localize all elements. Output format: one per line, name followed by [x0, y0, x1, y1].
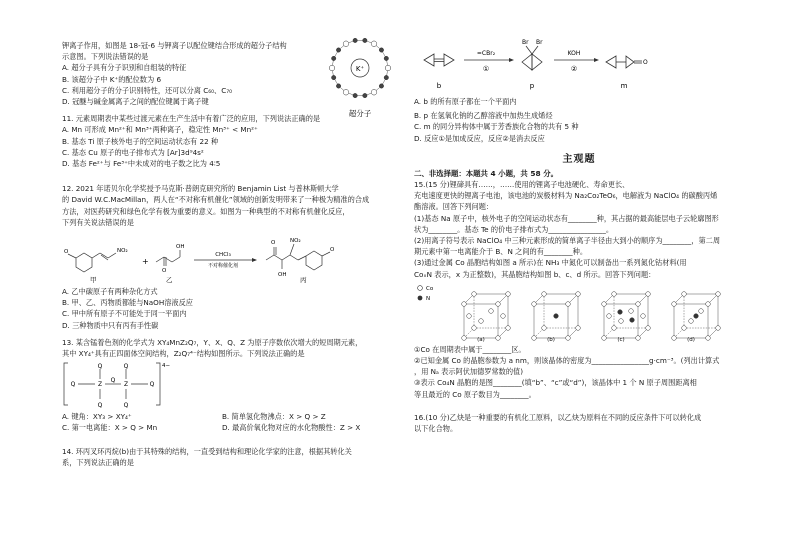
q10-stem-line: 示意图。下列说法错误的是 [62, 52, 149, 62]
oxygen-atom [385, 65, 391, 71]
q11-option: D. 基态 Fe²⁺与 Fe³⁺中未成对的电子数之比为 4∶5 [62, 159, 221, 169]
q11-option: B. 基态 Ti 原子核外电子的空间运动状态有 22 种 [62, 136, 219, 146]
legend-n-label: N [426, 295, 431, 302]
carbon-atom [331, 75, 335, 79]
reagent2-label: KOH [567, 50, 581, 57]
q15-line: 酯溶液。回答下列问题： [414, 202, 494, 212]
q13-option: B. 简单氢化物沸点：X > Q > Z [222, 412, 326, 422]
figure-caption: 超分子 [348, 109, 372, 118]
co-atom [641, 314, 646, 319]
z-atom: Z [97, 381, 103, 389]
n-atom [618, 310, 623, 315]
methoxy-o-label: O [64, 249, 69, 256]
co-atom [566, 336, 571, 341]
q13-option: D. 最高价氧化物对应的水化物酸性：Z > X [222, 423, 361, 433]
q13-option: C. 第一电离能：X > Q > Mn [62, 423, 158, 433]
q13-block [62, 337, 397, 434]
co-atom [506, 292, 511, 297]
supramolecule-figure [322, 28, 398, 120]
q15-subq: 等且最近的 Co 原子数目为________。 [414, 389, 536, 399]
unit-cell-figures [414, 280, 744, 344]
q15-subq: ，用 Nₐ 表示阿伏加德罗常数的值) [414, 367, 524, 377]
section-header: 主观题 [562, 153, 596, 165]
carbon-atom [331, 56, 335, 60]
product-methoxy-label: O [330, 247, 335, 254]
cell-label-c: (c) [617, 336, 625, 343]
co-atom [672, 302, 677, 307]
arrow-head [509, 58, 514, 62]
co-atom [646, 292, 651, 297]
q15-line: CoₓN 表示，x 为正整数)，其晶胞结构如图 b、c、d 所示。回答下列问题： [414, 269, 656, 279]
q11-stem: 11. 元素周期表中某些过渡元素在生产生活中有着广泛的应用，下列说法正确的是 [62, 114, 321, 124]
q14-stem: 系，下列说法正确的是 [62, 457, 134, 467]
q11-option: C. 基态 Cu 原子的电子排布式为 [Ar]3d⁹4s² [62, 147, 204, 157]
q14-option: C. m 的同分异构体中属于芳香族化合物的共有 5 种 [414, 122, 579, 132]
reagent-label: CHCl₃ [215, 252, 231, 259]
co-atom [602, 336, 607, 341]
q15-subq: ②已知金属 Co 的晶胞参数为 a nm，则该晶体的密度为________________g·cm⁻³。(列出计算式 [414, 356, 720, 366]
q16-line: 以下化合物。 [414, 424, 458, 434]
arrow-head [594, 58, 599, 62]
co-atom [682, 292, 687, 297]
oxygen-atom [371, 41, 377, 47]
co-atom [619, 319, 624, 324]
q10-option: D. 冠醚与碱金属离子之间的配位键属于离子键 [62, 97, 209, 107]
co-atom [542, 326, 547, 331]
q13-option-row [62, 411, 397, 422]
co-atom [629, 309, 634, 314]
co-atom [472, 326, 477, 331]
q16-block [414, 412, 744, 434]
co-atom [682, 326, 687, 331]
carbon-atom [353, 93, 357, 97]
q-atom: Q [97, 402, 103, 410]
co-atom [716, 326, 721, 331]
co-atom [496, 302, 501, 307]
q15-line: (3)通过金属 Co 晶胞结构如图 a 所示)在 NH₃ 中氮化可以制备出一系列氮化钴材料(用 [414, 258, 687, 268]
cell-label-a: (a) [477, 336, 485, 343]
label-m: m [620, 82, 628, 90]
carbon-atom [363, 93, 367, 97]
q12-option: C. 甲中所有原子不可能处于同一平面内 [62, 309, 187, 319]
label-b: b [436, 82, 442, 90]
cell-label-d: (d) [687, 336, 695, 343]
n-atom [554, 314, 559, 319]
carbon-atom [363, 38, 367, 42]
q-atom: Q [123, 363, 129, 371]
q-atom: Q [123, 402, 129, 410]
n-atom [694, 314, 699, 319]
q14-option: B. p 在氢氧化钠的乙醇溶液中加热生成烯烃 [414, 111, 553, 121]
reagent1-label: =CBr₂ [476, 50, 496, 57]
crystal-cells [462, 292, 721, 341]
co-atom [532, 336, 537, 341]
label-p: p [529, 82, 535, 90]
product-oh-label: OH [278, 272, 287, 279]
bridge-q-atom: Q [110, 377, 116, 385]
q14-option: D. 反应①是加成反应，反应②是消去反应 [414, 133, 545, 143]
co-atom [706, 336, 711, 341]
q16-line: 16.(10 分)乙炔是一种重要的有机化工原料，以乙炔为原料在不同的反应条件下可以转化成 [414, 412, 702, 422]
co-atom [636, 336, 641, 341]
co-atom [462, 336, 467, 341]
q-atom: Q [97, 363, 103, 371]
hydroxyl-label: OH [176, 244, 185, 251]
co-atom [566, 302, 571, 307]
legend-n-marker [418, 295, 423, 300]
br-label: Br [536, 39, 543, 46]
q12-stem: 方法，对医药研究和绿色化学有极为重要的意义。如图为一种典型的不对称有机催化反应， [62, 206, 350, 216]
label-yi: 乙 [166, 276, 173, 285]
co-atom [496, 336, 501, 341]
co-atom [672, 336, 677, 341]
carbon-atom [353, 38, 357, 42]
step1-label: ① [482, 65, 490, 73]
co-atom [699, 309, 704, 314]
n-atom [630, 318, 635, 323]
carbon-atom [336, 48, 340, 52]
legend-co-marker [418, 285, 423, 290]
co-atom [489, 309, 494, 314]
co-atom [472, 292, 477, 297]
co-atom [602, 302, 607, 307]
q15-subq: ③表示 Co₄N 晶胞的是图________(填“b”、“c”或“d”)，该晶体中 1 个 N 原子周围距离相 [414, 378, 697, 388]
z-atom: Z [123, 381, 129, 389]
q12-block [62, 183, 397, 331]
q-atom: Q [70, 381, 76, 389]
co-atom [612, 292, 617, 297]
carbon-atom [384, 75, 388, 79]
q12-option: D. 三种物质中只有丙有手性碳 [62, 320, 159, 330]
oxygen-atom [343, 41, 349, 47]
left-column [62, 40, 397, 468]
product-nitro-label: NO₂ [290, 238, 301, 245]
carbon-atom [336, 84, 340, 88]
nitro-label: NO₂ [117, 248, 128, 255]
q15-line: 充电速度更快的锂离子电池，该电池的炭极材料为 Na₂Co₂TeO₆，电解液为 NaClO₄ 的碳酸丙烯 [414, 191, 718, 201]
q10-option: C. 利用超分子的分子识别特性，还可以分离 C₆₀、C₇₀ [62, 85, 232, 95]
legend-co-label: Co [426, 285, 434, 292]
arrow-head [252, 258, 257, 262]
co-atom [467, 314, 472, 319]
right-column [414, 34, 744, 434]
carbonyl-o-label: O [162, 268, 167, 275]
q11-option: A. Mn 可形成 Mn²⁺和 Mn³⁺两种离子，稳定性 Mn³⁺ < Mn²⁺ [62, 125, 258, 135]
co-atom [506, 326, 511, 331]
co-atom [607, 314, 612, 319]
q10-option: B. 该超分子中 K⁺的配位数为 6 [62, 74, 162, 84]
q10-block [62, 40, 397, 118]
q15-line: 15.(15 分)锂碲具有……，……使用的锂离子电池硬化、寿命更长、 [414, 180, 630, 190]
q14-options [414, 96, 744, 144]
carbon-atom [384, 56, 388, 60]
co-atom [462, 302, 467, 307]
q10-stem-line: 钾离子作用，如图是 18-冠-6 与钾离子以配位键结合形成的超分子结构 [62, 41, 287, 50]
z2q7-structure-figure [62, 359, 182, 411]
cell-label-b: (b) [547, 336, 555, 343]
q14-option: A. b 的所有原子都在一个平面内 [414, 97, 517, 106]
potassium-label: K⁺ [355, 65, 365, 73]
q12-stem: 的 David W.C.MacMillan，两人在“不对称有机催化”领域的创新发明带来了一种极为精准的合成 [62, 195, 370, 205]
q13-option: A. 键角：XY₃ > XY₄⁺ [62, 412, 132, 422]
q15-line: (2)用离子符号表示 NaClO₄ 中三种元素形成的简单离子半径由大到小的顺序为________，第二周 [414, 236, 721, 246]
br-label: Br [522, 39, 529, 46]
q12-stem: 12. 2021 年诺贝尔化学奖授予马克斯·普朗克研究所的 Benjamin List 与普林斯顿大学 [62, 184, 339, 194]
q15-subq: ①Co 在周期表中属于________区。 [414, 344, 526, 354]
label-jia: 甲 [90, 276, 97, 285]
plus-sign: + [142, 257, 149, 267]
q13-option-row [62, 422, 397, 433]
q15-line: (1)基态 Na 原子中，核外电子的空间运动状态有________种，其占据的最高能层电子云轮廓图形 [414, 213, 719, 223]
section-title: 二、非选择题：本题共 4 小题，共 58 分。 [414, 168, 558, 178]
oxygen-label: O [643, 59, 648, 66]
label-bing: 丙 [300, 276, 307, 285]
q12-stem: 下列有关说法错误的是 [62, 217, 134, 227]
co-atom [706, 302, 711, 307]
carbon-atom [379, 48, 383, 52]
q11-block [62, 113, 397, 169]
co-atom [501, 314, 506, 319]
q14-stem: 14. 环丙叉环丙烷(b)由于其特殊的结构，一直受到结构和理论化学家的注意，根据其转化关 [62, 446, 352, 456]
oxygen-atom [329, 65, 335, 71]
co-atom [542, 292, 547, 297]
co-atom [576, 326, 581, 331]
co-atom [612, 326, 617, 331]
carbon-atom [379, 84, 383, 88]
q15-line: 状为________。基态 Te 的价电子排布式为________________。 [414, 224, 614, 234]
co-atom [532, 302, 537, 307]
product-o-label: O [271, 240, 276, 247]
ion-charge: 4− [162, 363, 171, 370]
step2-label: ② [570, 65, 578, 73]
q13-stem: 其中 XY₄⁺具有正四面体空间结构，Z₂Q₇⁴⁻结构如图所示。下列说法正确的是 [62, 349, 305, 359]
co-atom [479, 319, 484, 324]
catalyst-label: 不对称催化剂 [207, 263, 239, 270]
q13-stem: 13. 某含锰着色剂的化学式为 XY₄MnZ₂Q₇，Y、X、Q、Z 为原子序数依次增大的短周期元素， [62, 337, 363, 347]
co-atom [646, 326, 651, 331]
q14-block [62, 446, 397, 468]
q15-block [414, 179, 744, 400]
oxygen-atom [371, 89, 377, 95]
q-atom: Q [149, 381, 155, 389]
oxygen-atom [343, 89, 349, 95]
cyclopropane-scheme [414, 34, 744, 96]
q12-option: A. 乙中碳原子有两种杂化方式 [62, 287, 158, 297]
co-atom [689, 319, 694, 324]
q12-option: B. 甲、乙、丙物质都能与NaOH溶液反应 [62, 298, 193, 308]
co-atom [636, 302, 641, 307]
asymmetric-reaction-figure [62, 228, 397, 286]
q10-option: A. 超分子具有分子识别和自组装的特征 [62, 63, 187, 73]
co-atom [576, 292, 581, 297]
co-atom [716, 292, 721, 297]
q15-line: 期元素中第一电离能介于 B、N 之间的有________种。 [414, 247, 588, 257]
